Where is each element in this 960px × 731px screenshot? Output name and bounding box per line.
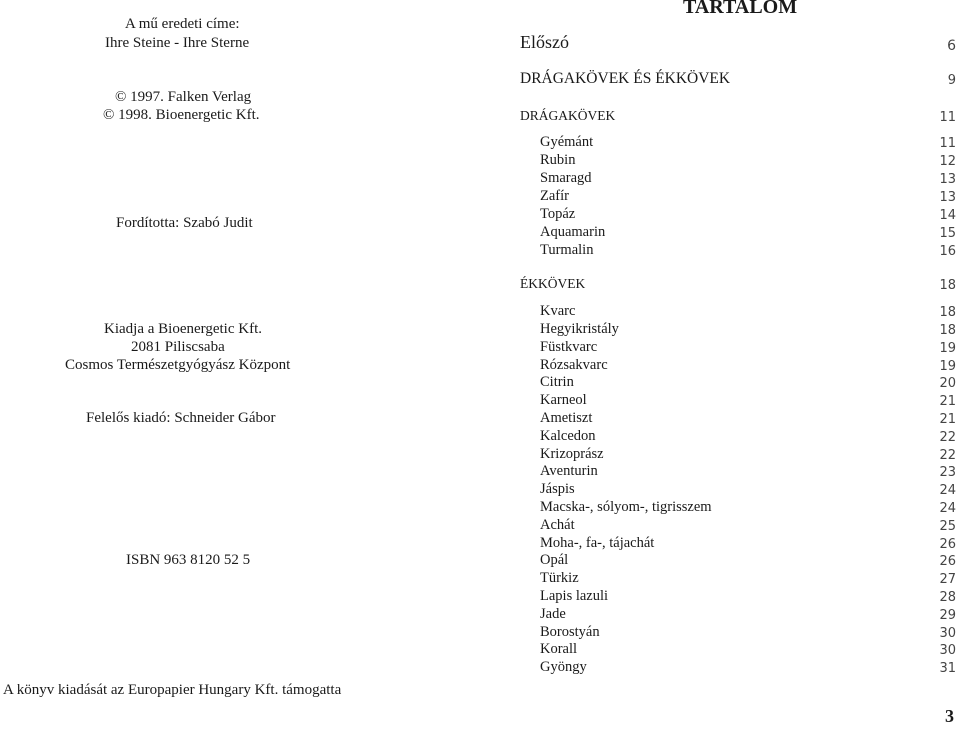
toc-entry — [520, 303, 956, 321]
toc-entry-page: 13 — [939, 172, 956, 187]
toc-entry-page: 6 — [947, 38, 956, 54]
toc-entry — [520, 641, 956, 659]
toc-entry-label: Aventurin — [540, 463, 598, 479]
toc-entry-page: 28 — [939, 590, 956, 605]
toc-entry — [520, 152, 956, 170]
toc-entry-label: Jade — [540, 606, 566, 622]
publisher-line-3: Cosmos Természetgyógyász Központ — [65, 357, 291, 373]
toc-entry-label: Rubin — [540, 152, 576, 168]
publisher-line-2: 2081 Piliscsaba — [131, 339, 225, 355]
original-title: Ihre Steine - Ihre Sterne — [105, 35, 250, 51]
toc-entry-page: 16 — [939, 244, 956, 259]
toc-entry — [520, 659, 956, 677]
toc-entry-label: Füstkvarc — [540, 339, 598, 355]
toc-entry-page: 30 — [939, 626, 956, 641]
toc-entry — [520, 170, 956, 188]
toc-entry — [520, 206, 956, 224]
toc-entry-label: Jáspis — [540, 481, 575, 497]
toc-entry — [520, 410, 956, 428]
toc-entry — [520, 552, 956, 570]
translator: Fordította: Szabó Judit — [116, 215, 253, 231]
toc-entry — [520, 374, 956, 392]
toc-entry — [520, 108, 956, 126]
toc-entry-label: Kalcedon — [540, 428, 596, 444]
toc-entry-label: Lapis lazuli — [540, 588, 609, 604]
toc-entry-label: Turmalin — [540, 242, 594, 258]
toc-entry — [520, 535, 956, 553]
toc-entry — [520, 624, 956, 642]
toc-entry-label: Karneol — [540, 392, 587, 408]
toc-entry-label: Krizoprász — [540, 446, 604, 462]
toc-entry-page: 12 — [939, 154, 956, 169]
toc-entry — [520, 134, 956, 152]
toc-entry-page: 11 — [939, 110, 956, 125]
toc-entry-page: 9 — [947, 73, 956, 88]
support-note: A könyv kiadását az Europapier Hungary Kft. támogatta — [3, 682, 342, 698]
toc-entry — [520, 606, 956, 624]
toc-entry-page: 14 — [939, 208, 956, 223]
toc-entry — [520, 517, 956, 535]
toc-entry-label: Türkiz — [540, 570, 579, 586]
toc-entry-page: 22 — [939, 430, 956, 445]
toc-entry-label: Rózsakvarc — [540, 357, 608, 373]
page-number: 3 — [945, 706, 954, 726]
toc-entry-page: 25 — [939, 519, 956, 534]
toc-entry-label: Smaragd — [540, 170, 592, 186]
toc-entry — [520, 463, 956, 481]
toc-entry — [520, 242, 956, 260]
toc-entry — [520, 70, 956, 88]
toc-entry-label: Topáz — [540, 206, 576, 222]
toc-entry-label: DRÁGAKÖVEK — [520, 108, 616, 123]
toc-entry-label: DRÁGAKÖVEK ÉS ÉKKÖVEK — [520, 70, 731, 87]
toc-entry-page: 22 — [939, 448, 956, 463]
toc-entry-page: 29 — [939, 608, 956, 623]
toc-entry — [520, 446, 956, 464]
toc-entry — [520, 499, 956, 517]
toc-entry-page: 20 — [939, 376, 956, 391]
toc-entry — [520, 321, 956, 339]
toc-entry-page: 21 — [939, 394, 956, 409]
toc-entry — [520, 188, 956, 206]
original-title-label: A mű eredeti címe: — [125, 16, 240, 32]
toc-entry-page: 19 — [939, 359, 956, 374]
toc-entry — [520, 588, 956, 606]
toc-entry — [520, 570, 956, 588]
isbn: ISBN 963 8120 52 5 — [126, 552, 251, 568]
toc-entry-page: 13 — [939, 190, 956, 205]
toc-entry — [520, 339, 956, 357]
toc-entry-label: Aquamarin — [540, 224, 606, 240]
toc-entry-page: 18 — [939, 278, 956, 293]
toc-entry-label: Ametiszt — [540, 410, 593, 426]
toc-entry-label: Borostyán — [540, 624, 600, 640]
toc-entry-label: Citrin — [540, 374, 574, 390]
toc-entry-label: Achát — [540, 517, 575, 533]
toc-entry-label: Korall — [540, 641, 578, 657]
toc-entry-page: 23 — [939, 465, 956, 480]
toc-entry-label: Gyöngy — [540, 659, 587, 675]
toc-entry-label: ÉKKÖVEK — [520, 276, 586, 291]
toc-entry-page: 26 — [939, 537, 956, 552]
toc-entry — [520, 357, 956, 375]
toc-entry — [520, 428, 956, 446]
toc-entry-page: 27 — [939, 572, 956, 587]
toc-entry-page: 24 — [939, 501, 956, 516]
toc-entry-label: Macska-, sólyom-, tigrisszem — [540, 499, 712, 515]
toc-entry — [520, 32, 956, 54]
toc-entry-page: 26 — [939, 554, 956, 569]
toc-entry — [520, 276, 956, 294]
toc-entry-label: Zafír — [540, 188, 569, 204]
toc-entry-page: 30 — [939, 643, 956, 658]
toc-entry-page: 31 — [939, 661, 956, 676]
toc-entry-page: 15 — [939, 226, 956, 241]
toc-entry-page: 19 — [939, 341, 956, 356]
toc-entry-page: 24 — [939, 483, 956, 498]
toc-entry-label: Moha-, fa-, tájachát — [540, 535, 655, 551]
copyright-line-1: © 1997. Falken Verlag — [115, 89, 252, 105]
toc-entry — [520, 224, 956, 242]
copyright-line-2: © 1998. Bioenergetic Kft. — [103, 107, 260, 123]
toc-entry-page: 18 — [939, 323, 956, 338]
toc-entry-label: Opál — [540, 552, 569, 568]
toc-entry-label: Hegyikristály — [540, 321, 619, 337]
toc-entry-label: Előszó — [520, 32, 569, 52]
toc-entry-page: 21 — [939, 412, 956, 427]
toc-entry-label: Gyémánt — [540, 134, 594, 150]
toc-entry-page: 18 — [939, 305, 956, 320]
responsible-publisher: Felelős kiadó: Schneider Gábor — [86, 410, 276, 426]
publisher-line-1: Kiadja a Bioenergetic Kft. — [104, 321, 262, 337]
toc-title: TARTALOM — [683, 0, 798, 18]
toc-entry — [520, 481, 956, 499]
toc-entry — [520, 392, 956, 410]
toc-entry-page: 11 — [939, 136, 956, 151]
toc-entry-label: Kvarc — [540, 303, 576, 319]
